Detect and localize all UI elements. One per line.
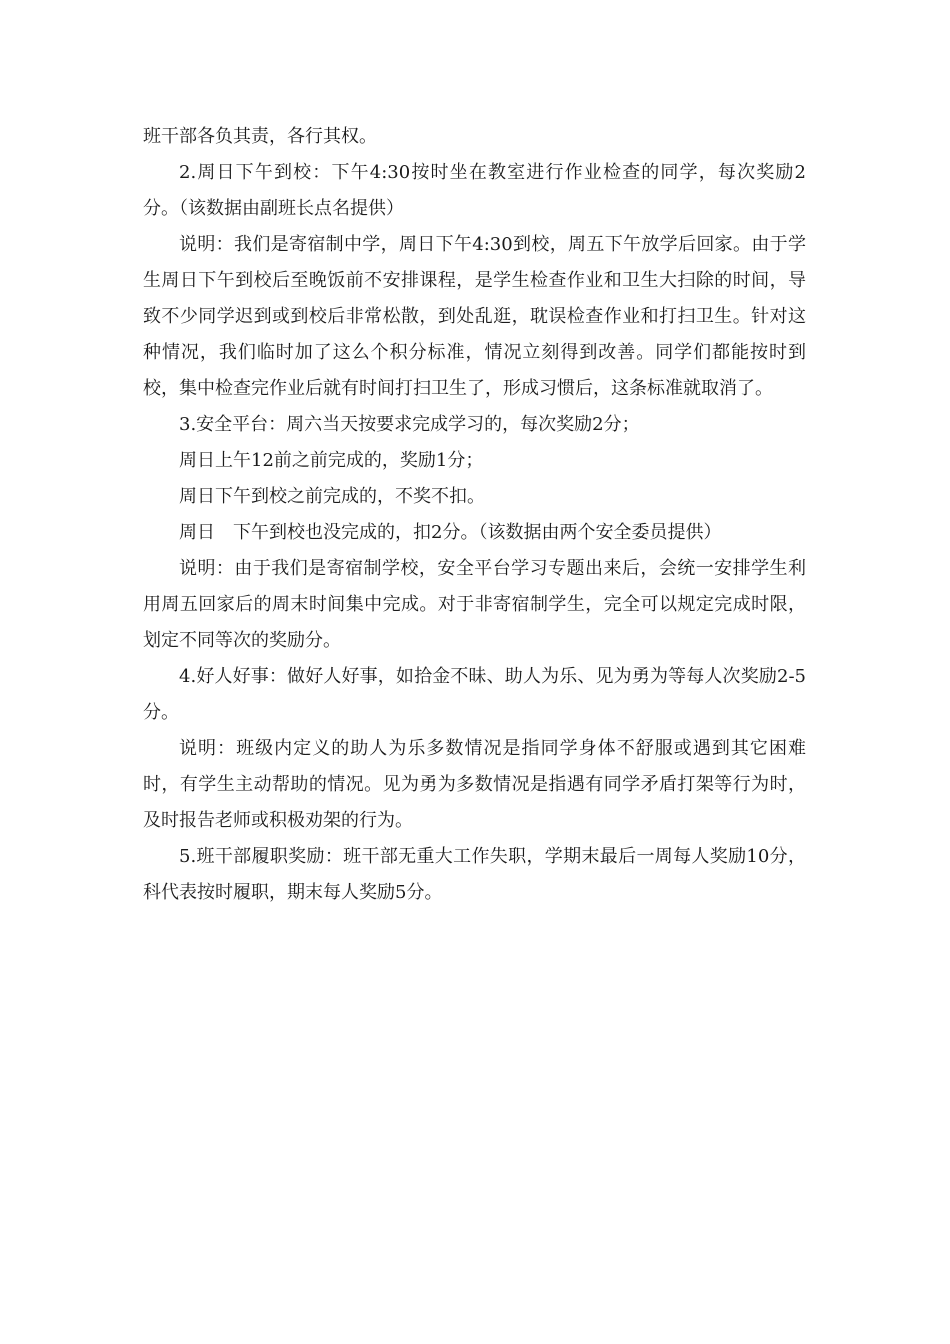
document-page [143,119,806,911]
paragraph-item-5: 5.班干部履职奖励：班干部无重大工作失职，学期末最后一周每人奖励10分，科代表按时履职，期末每人奖励5分。 [143,846,806,903]
paragraph-item-2: 2.周日下午到校：下午4:30按时坐在教室进行作业检查的同学，每次奖励2分。（该数据由副班长点名提供） [143,162,806,219]
paragraph-note-3: 说明：由于我们是寄宿制学校，安全平台学习专题出来后，会统一安排学生利用周五回家后的周末时间集中完成。对于非寄宿制学生，完全可以规定完成时限，划定不同等次的奖励分。 [143,558,806,651]
paragraph-note-4: 说明：班级内定义的助人为乐多数情况是指同学身体不舒服或遇到其它困难时，有学生主动帮助的情况。见为勇为多数情况是指遇有同学矛盾打架等行为时，及时报告老师或积极劝架的行为。 [143,738,806,831]
paragraph-note-2: 说明：我们是寄宿制中学，周日下午4:30到校，周五下午放学后回家。由于学生周日下午到校后至晚饭前不安排课程，是学生检查作业和卫生大扫除的时间，导致不少同学迟到或到校后非常松散，到处乱逛，耽误检查作业和打扫卫生。针对这种情况，我们临时加了这么个积分标准，情况立刻得到改善。同学们都能按时到校，集中检查完作业后就有时间打扫卫生了，形成习惯后，这条标准就取消了。 [143,234,806,399]
paragraph-item-3-line-2: 周日上午12前之前完成的，奖励1分； [179,450,484,471]
paragraph-item-3: 3.安全平台：周六当天按要求完成学习的，每次奖励2分； [179,414,640,435]
paragraph-continuation: 班干部各负其责，各行其权。 [143,126,377,147]
paragraph-item-3-line-3: 周日下午到校之前完成的，不奖不扣。 [179,486,485,507]
paragraph-item-4: 4.好人好事：做好人好事，如拾金不昧、助人为乐、见为勇为等每人次奖励2-5分。 [143,666,806,723]
paragraph-item-3-line-4: 周日 下午到校也没完成的，扣2分。（该数据由两个安全委员提供） [179,522,722,543]
